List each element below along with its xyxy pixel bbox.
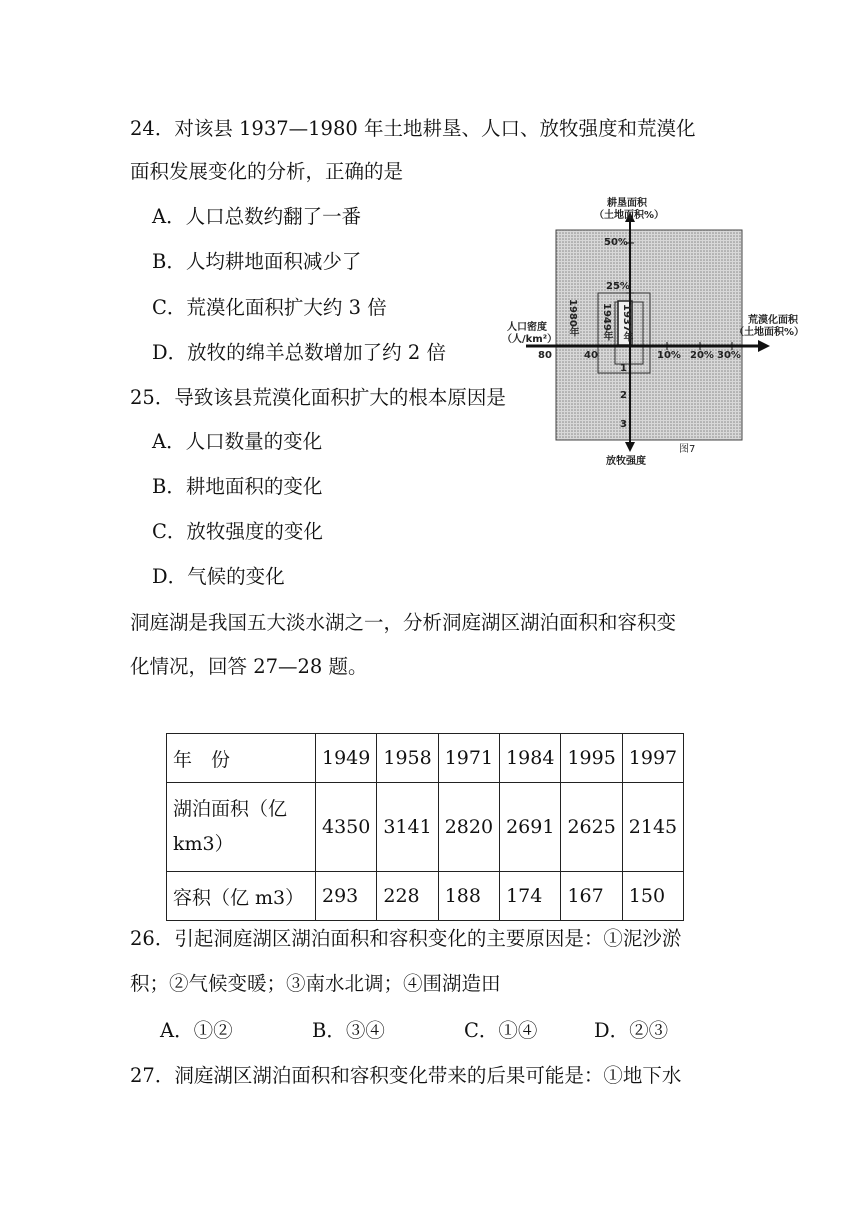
header-cell: 1997	[622, 734, 683, 783]
tick-right-10: 10%	[657, 350, 681, 361]
header-cell: 年 份	[167, 734, 316, 783]
q24-stem-line1: 24．对该县 1937—1980 年土地耕垦、人口、放牧强度和荒漠化	[130, 117, 696, 140]
header-cell: 1995	[561, 734, 622, 783]
table-cell: 188	[438, 872, 499, 921]
q25-stem: 25．导致该县荒漠化面积扩大的根本原因是	[130, 386, 506, 409]
header-cell: 1984	[500, 734, 561, 783]
q25-option-c: C．放牧强度的变化	[152, 520, 323, 543]
tick-up-50: 50%	[604, 237, 628, 248]
table-cell: 3141	[377, 783, 438, 872]
row-label: 湖泊面积（亿km3）	[167, 783, 316, 872]
tick-down-2: 2	[620, 390, 627, 401]
table-row	[167, 783, 684, 872]
left-axis-title-2: （人/km²）	[502, 334, 558, 345]
table-cell: 167	[561, 872, 622, 921]
tick-right-30: 30%	[717, 350, 741, 361]
table-cell: 4350	[316, 783, 377, 872]
right-arrow	[758, 340, 770, 352]
tick-left-80: 80	[538, 350, 552, 361]
top-axis-title-2: （土地面积%）	[594, 210, 665, 221]
table-cell: 293	[316, 872, 377, 921]
right-axis-title-1: 荒漠化面积	[748, 315, 798, 326]
figure-7-quadrant-diagram	[502, 190, 852, 467]
tick-left-40: 40	[584, 350, 598, 361]
tick-down-3: 3	[620, 419, 627, 430]
table-header-row	[167, 734, 684, 783]
q24-stem-line2: 面积发展变化的分析，正确的是	[130, 160, 404, 183]
table-cell: 228	[377, 872, 438, 921]
left-axis-title-1: 人口密度	[507, 322, 547, 333]
label-1949: 1949年	[601, 303, 612, 341]
q25-option-d: D．气候的变化	[152, 565, 285, 588]
q27-stem-line1: 27．洞庭湖区湖泊面积和容积变化带来的后果可能是：①地下水	[130, 1064, 682, 1087]
q25-option-b: B．耕地面积的变化	[152, 475, 323, 498]
header-cell: 1949	[316, 734, 377, 783]
header-cell: 1958	[377, 734, 438, 783]
table-cell: 174	[500, 872, 561, 921]
q26-stem-line2: 积；②气候变暖；③南水北调；④围湖造田	[130, 972, 501, 995]
intro-line1: 洞庭湖是我国五大淡水湖之一，分析洞庭湖区湖泊面积和容积变	[130, 611, 677, 634]
lake-data-table	[166, 733, 684, 921]
table-row	[167, 872, 684, 921]
top-axis-title-1: 耕垦面积	[607, 198, 647, 209]
tick-up-25: 25%	[606, 281, 630, 292]
label-1980: 1980年	[567, 299, 578, 337]
figure-caption: 图7	[679, 444, 696, 455]
q26-option-b: B．③④	[312, 1019, 385, 1042]
table-cell: 2820	[438, 783, 499, 872]
q24-option-c: C．荒漠化面积扩大约 3 倍	[152, 296, 387, 319]
table-cell: 2691	[500, 783, 561, 872]
q26-option-c: C．①④	[464, 1019, 538, 1042]
table-cell: 150	[622, 872, 683, 921]
q26-option-a: A．①②	[160, 1019, 233, 1042]
table-cell: 2625	[561, 783, 622, 872]
tick-down-1: 1	[620, 363, 627, 374]
label-1937: 1937年	[621, 304, 632, 342]
down-arrow	[625, 442, 635, 452]
q24-option-b: B．人均耕地面积减少了	[152, 250, 362, 273]
q24-option-a: A．人口总数约翻了一番	[152, 205, 362, 228]
q25-option-a: A．人口数量的变化	[152, 430, 323, 453]
q26-option-d: D．②③	[594, 1019, 669, 1042]
shaded-background	[556, 230, 742, 440]
q26-stem-line1: 26．引起洞庭湖区湖泊面积和容积变化的主要原因是：①泥沙淤	[130, 927, 682, 950]
header-cell: 1971	[438, 734, 499, 783]
bottom-axis-title: 放牧强度	[606, 456, 646, 467]
q24-option-d: D．放牧的绵羊总数增加了约 2 倍	[152, 341, 446, 364]
intro-line2: 化情况，回答 27—28 题。	[130, 655, 368, 678]
table-cell: 2145	[622, 783, 683, 872]
tick-right-20: 20%	[690, 350, 714, 361]
right-axis-title-2: （土地面积%）	[734, 327, 805, 338]
row-label: 容积（亿 m3）	[167, 872, 316, 921]
